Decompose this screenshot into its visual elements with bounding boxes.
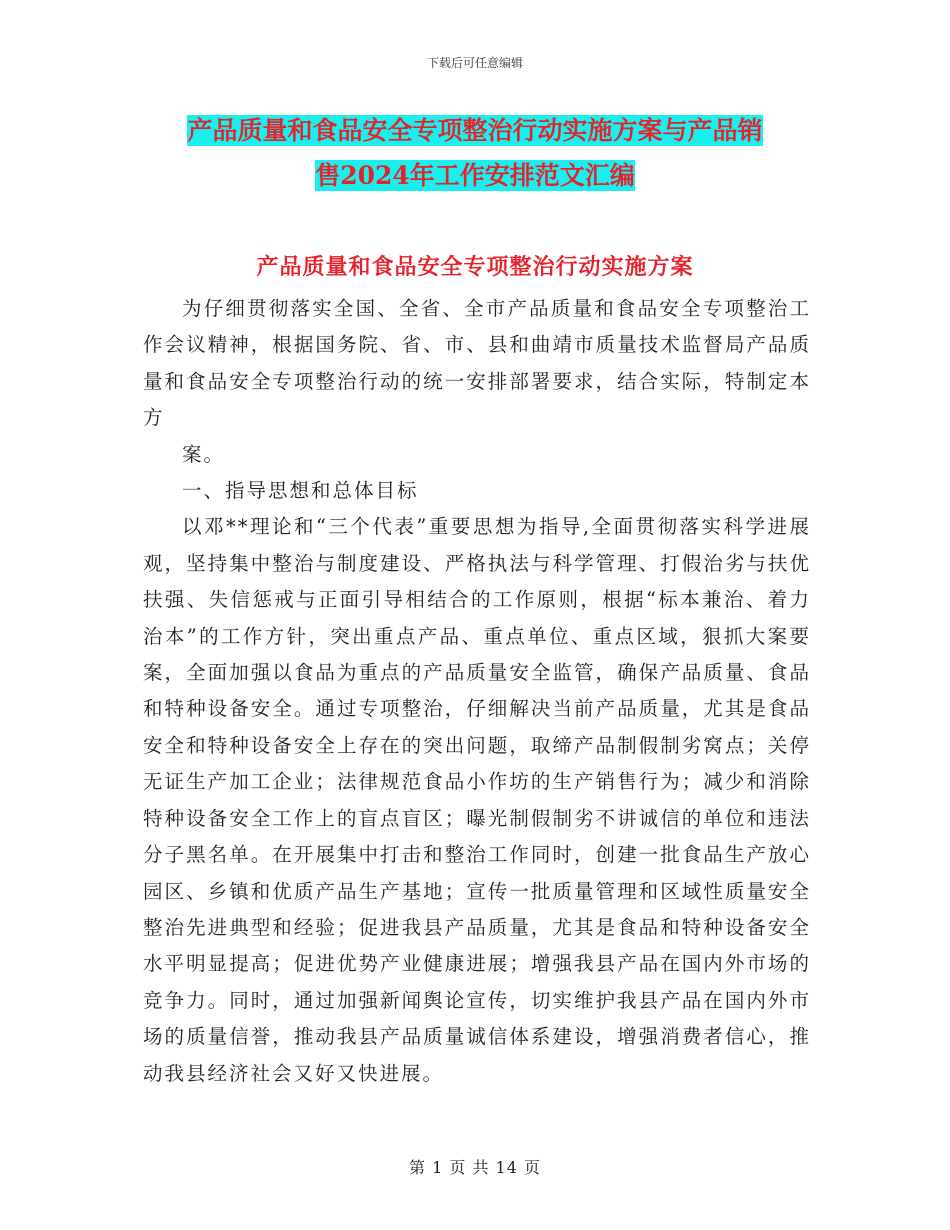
heading-guiding-thought: 一、指导思想和总体目标 [182,479,419,503]
header-note: 下载后可任意编辑 [426,56,523,70]
paragraph-intro-continued: 案。 [182,442,226,466]
document-title [140,108,810,198]
document-title-line-2: 售2024年工作安排范文汇编 [315,161,635,190]
paragraph-intro: 为仔细贯彻落实全国、全省、全市产品质量和食品安全专项整治工作会议精神，根据国务院、省、市、县和曲靖市质量技术监督局产品质量和食品安全专项整治行动的统一安排部署要求，结合实际，特制定本方 [143,297,811,430]
document-title-line-1: 产品质量和食品安全专项整治行动实施方案与产品销 [187,116,763,145]
section-title: 产品质量和食品安全专项整治行动实施方案 [256,254,694,280]
paragraph-guiding-thought: 以邓**理论和“三个代表”重要思想为指导,全面贯彻落实科学进展观，坚持集中整治与制度建设、严格执法与科学管理、打假治劣与扶优扶强、失信惩戒与正面引导相结合的工作原则，根据“标本兼治、着力治本”的工作方针，突出重点产品、重点单位、重点区域，狠抓大案要案，全面加强以食品为重点的产品质量安全监管，确保产品质量、食品和特种设备安全。通过专项整治，仔细解决当前产品质量，尤其是食品安全和特种设备安全上存在的突出问题，取缔产品制假制劣窝点；关停无证生产加工企业；法律规范食品小作坊的生产销售行为；减少和消除特种设备安全工作上的盲点盲区；曝光制假制劣不讲诚信的单位和违法分子黑名单。在开展集中打击和整治工作同时，创建一批食品生产放心园区、乡镇和优质产品生产基地；宣传一批质量管理和区域性质量安全整治先进典型和经验；促进我县产品质量，尤其是食品和特种设备安全水平明显提高；促进优势产业健康进展；增强我县产品在国内外市场的竞争力。同时，通过加强新闻舆论宣传，切实维护我县产品在国内外市场的质量信誉，推动我县产品质量诚信体系建设，增强消费者信心，推动我县经济社会又好又快进展。 [143,515,811,1085]
document-body [143,291,811,1092]
page-number: 第 1 页 共 14 页 [409,1158,541,1177]
